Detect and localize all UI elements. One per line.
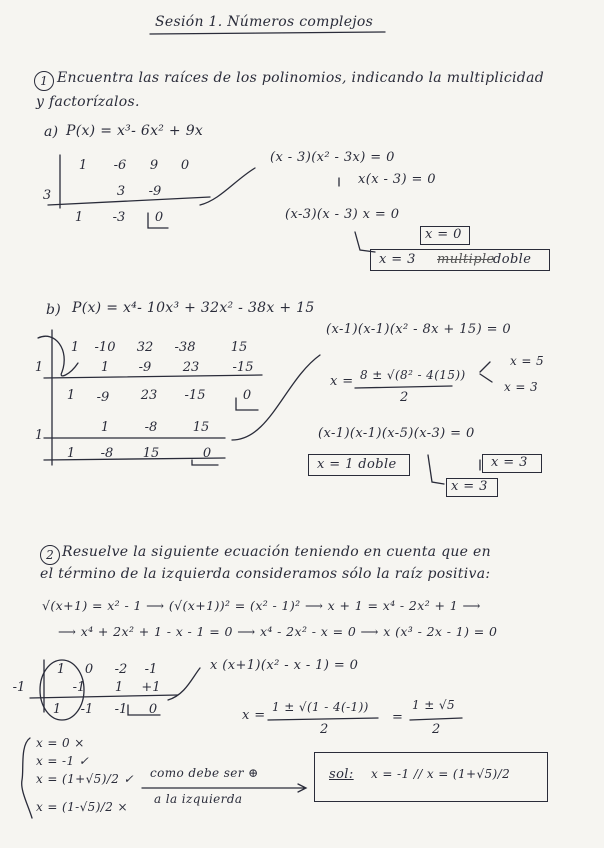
- part-b-label: b): [46, 302, 62, 318]
- ruffini-b-r1c5: 15: [230, 340, 248, 355]
- candidate-x-minus: x = (1-√5)/2 ×: [36, 800, 128, 814]
- ruffini-a-r1c3: 9: [149, 158, 159, 173]
- exercise-2-statement-line2: el término de la izquierda consideramos sólo la raíz positiva:: [40, 566, 491, 582]
- ruffini-2-r3c2: -1: [80, 702, 94, 717]
- ruffini-b-r3c1: 1: [66, 388, 76, 403]
- ruffini-b-r4c2: -8: [144, 420, 158, 435]
- ruffini-b-r1c4: -38: [174, 340, 196, 355]
- part-a-factor-2: x(x - 3) = 0: [358, 172, 436, 187]
- ruffini-b-r3c3: 23: [140, 388, 158, 403]
- exercise-2-quad-numerator-simplified: 1 ± √5: [412, 698, 455, 712]
- part-b-quad-denominator: 2: [400, 390, 409, 405]
- exercise-2-quad-numerator: 1 ± √(1 - 4(-1)): [272, 700, 369, 714]
- ruffini-b-r5c3: 15: [142, 446, 160, 461]
- candidate-x-neg1: x = -1 ✓: [36, 754, 90, 768]
- ruffini-b-r2c4: -15: [232, 360, 254, 375]
- ruffini-2-r3c4: 0: [148, 702, 158, 717]
- solution-box: [314, 752, 548, 802]
- ruffini-2-r3c3: -1: [114, 702, 128, 717]
- ruffini-a-r3c1: 1: [74, 210, 84, 225]
- arrow-note-top: como debe ser ⊕: [150, 766, 259, 780]
- solution-text: x = -1 // x = (1+√5)/2: [371, 767, 511, 781]
- part-b-factor-2: (x-1)(x-1)(x-5)(x-3) = 0: [318, 426, 475, 441]
- ruffini-a-r3c3: 0: [154, 210, 164, 225]
- ruffini-b-r5c1: 1: [66, 446, 76, 461]
- root-x3: x = 3: [379, 252, 416, 267]
- exercise-2-quad-equals: =: [392, 710, 404, 725]
- exercise-2-quad-denominator: 2: [320, 722, 329, 737]
- ruffini-b-divisor2: 1: [34, 428, 44, 443]
- exercise-2-statement-line1: Resuelve la siguiente ecuación teniendo en cuenta que en: [62, 544, 491, 560]
- ruffini-b-r3c4: -15: [184, 388, 206, 403]
- ruffini-b-r5c4: 0: [202, 446, 212, 461]
- root-x3-box: [370, 249, 550, 271]
- exercise-2-number: 2: [40, 545, 60, 565]
- part-b-root-3: x = 3: [504, 380, 539, 394]
- ruffini-a-r2c1: 3: [116, 184, 126, 199]
- arrow-note-bottom: a la izquierda: [154, 792, 243, 806]
- ruffini-a-r3c2: -3: [112, 210, 126, 225]
- ruffini-2-r1c4: -1: [144, 662, 158, 677]
- exercise-2-quad-x: x =: [242, 708, 266, 723]
- ruffini-b-r3c2: -9: [96, 390, 110, 405]
- ruffini-b-r5c2: -8: [100, 446, 114, 461]
- ruffini-a-r2c2: -9: [148, 184, 162, 199]
- part-b-root-5: x = 5: [510, 354, 545, 368]
- ruffini-b-r3c5: 0: [242, 388, 252, 403]
- ruffini-b-r2c2: -9: [138, 360, 152, 375]
- root-x3-box-a: x = 3: [482, 454, 542, 473]
- root-x0-box: x = 0: [420, 226, 470, 245]
- solution-label: sol:: [329, 767, 354, 782]
- part-a-factor-3: (x-3)(x - 3) x = 0: [285, 207, 400, 222]
- ruffini-a-divisor: 3: [42, 188, 52, 203]
- candidate-x0: x = 0 ×: [36, 736, 85, 750]
- ruffini-b-r4c3: 15: [192, 420, 210, 435]
- exercise-2-factorization: x (x+1)(x² - x - 1) = 0: [210, 658, 359, 673]
- multiplicity-double: doble: [493, 252, 532, 267]
- ruffini-2-divisor: -1: [12, 680, 26, 695]
- page-title: Sesión 1. Números complejos: [155, 14, 374, 30]
- part-b-polynomial: P(x) = x⁴- 10x³ + 32x² - 38x + 15: [72, 300, 315, 316]
- exercise-2-quad-denominator-simplified: 2: [432, 722, 441, 737]
- exercise-2-equation-2: ⟶ x⁴ + 2x² + 1 - x - 1 = 0 ⟶ x⁴ - 2x² - x = 0 ⟶ x (x³ - 2x - 1) = 0: [58, 624, 498, 639]
- ruffini-2-r1c1: 1: [56, 662, 66, 677]
- ruffini-b-r4c1: 1: [100, 420, 110, 435]
- part-a-polynomial: P(x) = x³- 6x² + 9x: [66, 123, 204, 139]
- ruffini-2-r1c2: 0: [84, 662, 94, 677]
- ruffini-b-r1c2: -10: [94, 340, 116, 355]
- root-x3-box-b: x = 3: [446, 478, 498, 497]
- part-b-factor-1: (x-1)(x-1)(x² - 8x + 15) = 0: [326, 322, 512, 337]
- exercise-1-statement-line1: Encuentra las raíces de los polinomios, indicando la multiplicidad: [57, 70, 544, 86]
- candidate-x-plus: x = (1+√5)/2 ✓: [36, 772, 134, 786]
- ruffini-2-r2c1: -1: [72, 680, 86, 695]
- exercise-1-statement-line2: y factorízalos.: [36, 94, 140, 110]
- ruffini-b-divisor1: 1: [34, 360, 44, 375]
- ruffini-b-r2c3: 23: [182, 360, 200, 375]
- ruffini-b-r1c1: 1: [70, 340, 80, 355]
- ruffini-a-r1c4: 0: [180, 158, 190, 173]
- ruffini-b-r1c3: 32: [136, 340, 154, 355]
- ruffini-a-r1c1: 1: [78, 158, 88, 173]
- part-b-quad-numerator: 8 ± √(8² - 4(15)): [360, 368, 466, 382]
- exercise-1-number: 1: [34, 71, 54, 91]
- crossed-word: multiple: [437, 252, 495, 267]
- ruffini-2-r1c3: -2: [114, 662, 128, 677]
- root-x1-box: x = 1 doble: [308, 454, 410, 476]
- part-a-label: a): [44, 124, 59, 140]
- ruffini-2-r2c3: +1: [141, 680, 161, 695]
- ruffini-b-r2c1: 1: [100, 360, 110, 375]
- part-a-factor-1: (x - 3)(x² - 3x) = 0: [270, 150, 395, 165]
- ruffini-2-r2c2: 1: [114, 680, 124, 695]
- ruffini-a-r1c2: -6: [113, 158, 127, 173]
- exercise-2-equation-1: √(x+1) = x² - 1 ⟶ (√(x+1))² = (x² - 1)² ⟶ x + 1 = x⁴ - 2x² + 1 ⟶: [42, 598, 481, 613]
- ruffini-2-r3c1: 1: [52, 702, 62, 717]
- part-b-quad-x: x =: [330, 374, 354, 389]
